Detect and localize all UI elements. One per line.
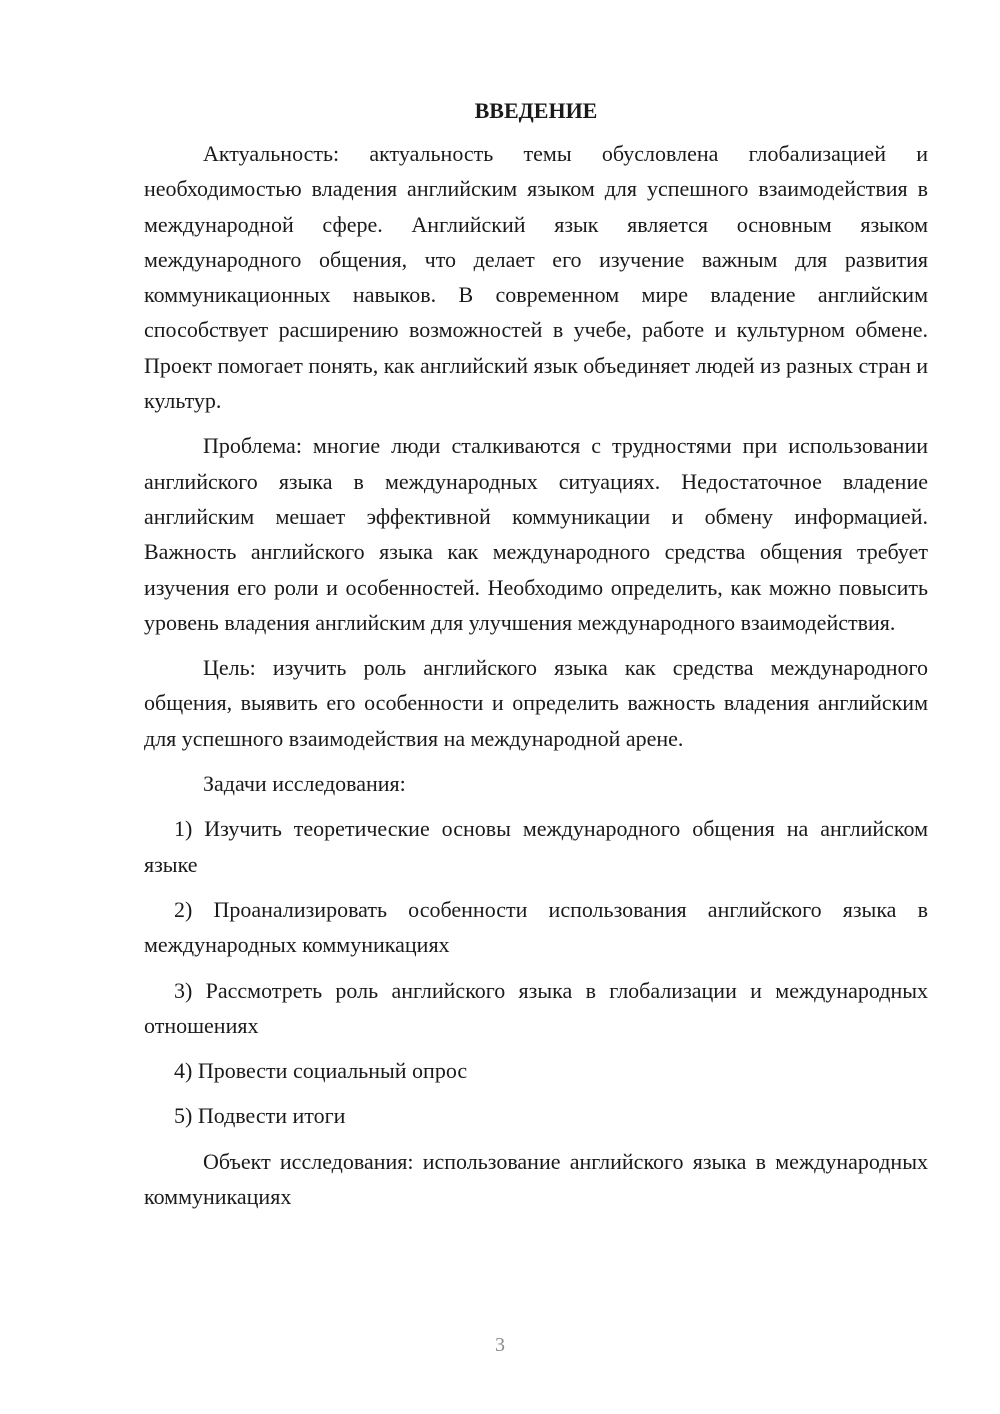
paragraph-goal: Цель: изучить роль английского языка как средства международного общения, выявить его особенности и определить важность владения английским для успешного взаимодействия на международной арене.: [144, 655, 928, 751]
paragraph-relevance: Актуальность: актуальность темы обусловлена глобализацией и необходимостью владения английским языком для успешного взаимодействия в международной сфере. Английский язык является основным языком международного общения, что делает его изучение важным для развития коммуникационных навыков. В современном мире владение английским способствует расширению возможностей в учебе, работе и культурном обмене. Проект помогает понять, как английский язык объединяет людей из разных стран и культур.: [144, 141, 928, 414]
page-content: [144, 96, 928, 1224]
task-item-2: 2) Проанализировать особенности использования английского языка в международных коммуникациях: [144, 896, 928, 958]
page-title: ВВЕДЕНИЕ: [474, 98, 598, 123]
paragraph-object: Объект исследования: использование английского языка в международных коммуникациях: [144, 1148, 928, 1210]
task-item-4: 4) Провести социальный опрос: [174, 1058, 468, 1084]
task-item-1: 1) Изучить теоретические основы международного общения на английском языке: [144, 816, 928, 877]
page-number: 3: [495, 1334, 505, 1356]
task-item-5: 5) Подвести итоги: [174, 1103, 346, 1129]
task-item-3: 3) Рассмотреть роль английского языка в глобализации и международных отношениях: [144, 977, 928, 1038]
tasks-heading: Задачи исследования:: [203, 771, 406, 797]
paragraph-problem: Проблема: многие люди сталкиваются с трудностями при использовании английского языка в международных ситуациях. Недостаточное владение английским мешает эффективной коммуникации и обмену информацией. Важность английского языка как международного средства общения требует изучения его роли и особенностей. Необходимо определить, как можно повысить уровень владения английским для улучшения международного взаимодействия.: [144, 433, 928, 635]
